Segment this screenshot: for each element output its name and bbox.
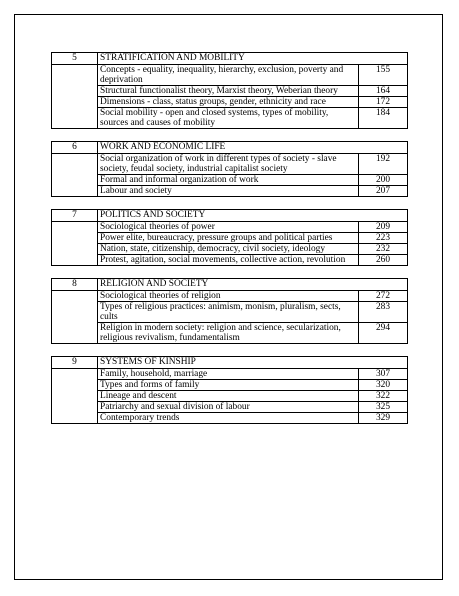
topic-text: Religion in modern society: religion and science, secularization, religious revivalism, fundamentalism [98, 323, 359, 344]
blank-cell [52, 222, 98, 266]
topic-page-number: 329 [358, 413, 407, 424]
topic-page-number: 192 [358, 154, 407, 175]
topic-page-number: 232 [359, 244, 408, 255]
unit-header-row [52, 210, 408, 222]
topic-row [52, 222, 408, 233]
topic-page-number: 320 [358, 380, 407, 391]
unit-table [51, 52, 408, 129]
topic-page-number: 260 [359, 255, 408, 266]
topic-row [52, 154, 408, 175]
topic-page-number: 172 [358, 97, 407, 108]
unit-title: RELIGION AND SOCIETY [98, 279, 408, 291]
topic-row [52, 302, 408, 323]
topic-row [52, 108, 408, 129]
unit-number: 5 [52, 53, 98, 65]
topic-text: Types of religious practices: animism, monism, pluralism, sects, cults [98, 302, 359, 323]
blank-cell [52, 65, 98, 129]
topic-page-number: 283 [358, 302, 407, 323]
unit-number: 7 [52, 210, 98, 222]
topic-text: Social mobility - open and closed systems, types of mobility, sources and causes of mobility [98, 108, 359, 129]
topic-text: Sociological theories of power [98, 222, 359, 233]
topic-text: Nation, state, citizenship, democracy, civil society, ideology [98, 244, 359, 255]
topic-row [52, 255, 408, 266]
unit-header-row [52, 53, 408, 65]
topic-text: Social organization of work in different types of society - slave society, feudal society, industrial capitalist society [98, 154, 359, 175]
topic-page-number: 155 [358, 65, 407, 86]
topic-text: Protest, agitation, social movements, collective action, revolution [98, 255, 359, 266]
topic-page-number: 207 [358, 186, 407, 197]
blank-cell [52, 154, 98, 197]
blank-cell [52, 369, 98, 424]
topic-text: Family, household, marriage [98, 369, 359, 380]
topic-text: Dimensions - class, status groups, gender, ethnicity and race [98, 97, 359, 108]
unit-table [51, 141, 408, 197]
unit-title: SYSTEMS OF KINSHIP [98, 357, 408, 369]
topic-page-number: 307 [358, 369, 407, 380]
table-of-contents [51, 52, 408, 436]
topic-page-number: 272 [358, 291, 407, 302]
unit-header-row [52, 357, 408, 369]
topic-row [52, 369, 408, 380]
topic-page-number: 322 [358, 391, 407, 402]
topic-page-number: 184 [358, 108, 407, 129]
topic-row [52, 65, 408, 86]
topic-text: Types and forms of family [98, 380, 359, 391]
unit-table [51, 356, 408, 424]
blank-cell [52, 291, 98, 344]
topic-text: Labour and society [98, 186, 359, 197]
topic-text: Sociological theories of religion [98, 291, 359, 302]
topic-row [52, 413, 408, 424]
unit-table [51, 278, 408, 344]
topic-row [52, 175, 408, 186]
topic-row [52, 402, 408, 413]
unit-title: POLITICS AND SOCIETY [98, 210, 408, 222]
topic-page-number: 325 [358, 402, 407, 413]
topic-page-number: 223 [359, 233, 408, 244]
topic-text: Power elite, bureaucracy, pressure groups and political parties [98, 233, 359, 244]
topic-text: Lineage and descent [98, 391, 359, 402]
topic-row [52, 391, 408, 402]
unit-title: WORK AND ECONOMIC LIFE [98, 142, 408, 154]
topic-text: Structural functionalist theory, Marxist theory, Weberian theory [98, 86, 359, 97]
unit-header-row [52, 142, 408, 154]
unit-number: 6 [52, 142, 98, 154]
topic-text: Concepts - equality, inequality, hierarchy, exclusion, poverty and deprivation [98, 65, 359, 86]
topic-row [52, 323, 408, 344]
topic-row [52, 186, 408, 197]
topic-page-number: 200 [358, 175, 407, 186]
topic-page-number: 209 [359, 222, 408, 233]
unit-number: 9 [52, 357, 98, 369]
topic-text: Patriarchy and sexual division of labour [98, 402, 359, 413]
topic-text: Contemporary trends [98, 413, 359, 424]
topic-text: Formal and informal organization of work [98, 175, 359, 186]
topic-row [52, 244, 408, 255]
topic-page-number: 164 [358, 86, 407, 97]
unit-table [51, 209, 408, 266]
topic-row [52, 291, 408, 302]
topic-row [52, 233, 408, 244]
topic-row [52, 97, 408, 108]
topic-row [52, 380, 408, 391]
unit-header-row [52, 279, 408, 291]
topic-row [52, 86, 408, 97]
unit-title: STRATIFICATION AND MOBILITY [98, 53, 408, 65]
unit-number: 8 [52, 279, 98, 291]
topic-page-number: 294 [358, 323, 407, 344]
